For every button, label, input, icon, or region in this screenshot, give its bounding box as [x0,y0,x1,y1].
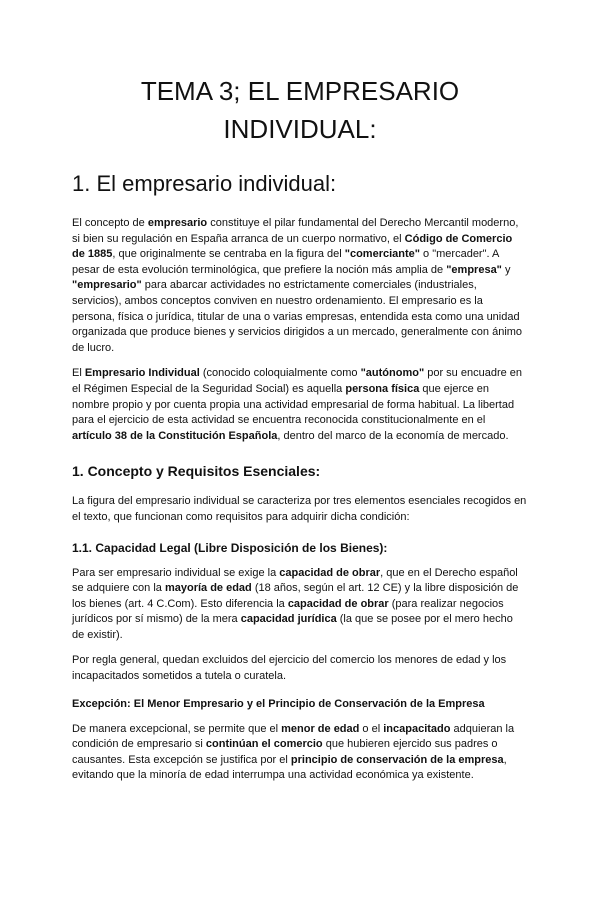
text-run: Para ser empresario individual se exige la [72,566,280,579]
bold-text-run: capacidad de obrar [287,597,389,610]
bold-text-run: empresario [147,217,208,229]
section-heading-concepto-requisitos: 1. Concepto y Requisitos Esenciales: [72,463,321,480]
bold-text-run: "autónomo" [360,367,425,380]
text-run: para abarcar actividades no estrictamente comerciales (industriales, servicios), ambos conceptos conviven en nuestro ordenamiento. El empresario es la persona, física o jurídica, titular de una o varias empresas, entendida esta como una unidad organizada que produce bienes y servicios dirigidos a un mercado, generalmente con ánimo de lucro. [72,279,523,354]
paragraph-exclusiones [72,653,528,684]
bold-text-run: "empresa" [446,263,502,276]
paragraph-elementos-esenciales [72,494,528,525]
text-run: De manera excepcional, se permite que el [72,722,282,735]
bold-text-run: artículo 38 de la Constitución Española [72,429,278,442]
text-run: (conocido coloquialmente como [199,367,361,380]
text-run: o el [359,722,384,735]
paragraph-concepto-empresario [72,216,528,356]
bold-text-run: Código de Comercio de 1885 [72,232,513,261]
text-run: y [501,263,511,276]
text-run: , dentro del marco de la economía de mercado. [277,429,509,442]
bold-text-run: persona física [345,382,420,395]
bold-text-run: Empresario Individual [84,367,200,380]
bold-text-run: principio de conservación de la empresa [290,753,504,766]
section-heading-capacidad-legal: 1.1. Capacidad Legal (Libre Disposición de los Bienes): [72,540,388,555]
section-heading-excepcion-menor: Excepción: El Menor Empresario y el Principio de Conservación de la Empresa [72,697,485,710]
text-run: La figura del empresario individual se caracteriza por tres elementos esenciales recogidos en el texto, que funcionan como requisitos para adquirir dicha condición: [72,495,527,523]
text-run: , que en el Derecho español se adquiere con la [72,566,518,595]
bold-text-run: menor de edad [281,722,360,735]
document-title: TEMA 3; EL EMPRESARIO INDIVIDUAL: [140,76,460,144]
text-run: (la que se posee por el mero hecho de existir). [72,613,513,641]
text-run: (para realizar negocios jurídicos por sí mismo) de la mera [72,597,504,626]
bold-text-run: mayoría de edad [164,582,252,595]
bold-text-run: "empresario" [72,279,142,292]
bold-text-run: continúan el comercio [205,738,323,751]
paragraph-menor-empresario [72,722,528,784]
section-heading-empresario-individual: 1. El empresario individual: [72,171,337,196]
bold-text-run: capacidad de obrar [279,566,381,579]
bold-text-run: capacidad jurídica [240,613,337,626]
bold-text-run: incapacitado [383,722,451,735]
text-run: que ejerce en nombre propio y por cuenta propia una actividad empresarial de forma habitual. La libertad para el ejercicio de esta actividad se encuentra reconocida constitucionalmente en el [72,382,515,427]
text-run: El [72,367,85,380]
text-run: o "mercader". A pesar de esta evolución terminológica, que prefiere la noción más amplia de [72,248,499,276]
paragraph-capacidad-obrar [72,566,528,644]
text-run: , evitando que la minoría de edad interrumpa una actividad económica ya existente. [72,753,507,782]
text-run: constituye el pilar fundamental del Derecho Mercantil moderno, si bien su regulación en España arranca de un cuerpo normativo, el [72,217,519,245]
text-run: El concepto de [72,217,148,229]
text-run: que hubieren ejercido sus padres o causantes. Esta excepción se justifica por el [72,738,498,766]
document-page [0,72,600,920]
text-run: , que originalmente se centraba en la figura del [112,248,345,261]
paragraph-empresario-individual [72,366,528,444]
text-run: por su encuadre en el Régimen Especial de la Seguridad Social) es aquella [72,367,523,395]
bold-text-run: "comerciante" [344,248,420,261]
text-run: (18 años, según el art. 12 CE) y la libre disposición de los bienes (art. 4 C.Com). Esto diferencia la [72,582,519,610]
text-run: adquieran la condición de empresario si [72,722,515,751]
text-run: Por regla general, quedan excluidos del ejercicio del comercio los menores de edad y los incapacitados sometidos a tutela o curatela. [72,654,507,683]
